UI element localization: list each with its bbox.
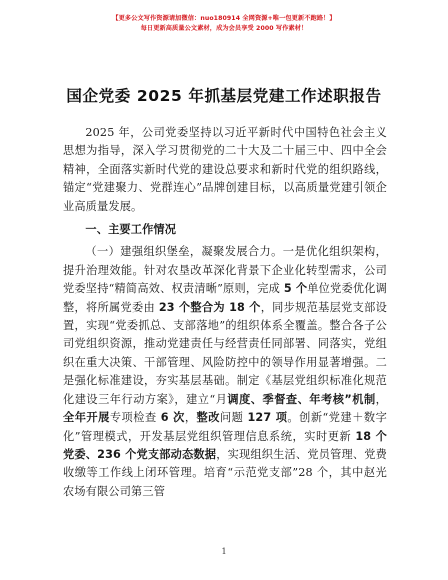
intro-paragraph: 2025 年，公司党委坚持以习近平新时代中国特色社会主义思想为指导，深入学习贯彻党的二十大及二十届三中、四中全会精神，全面落实新时代党的建设总要求和新时代党的组织路线，锚定“党建聚力、党群连心”品牌创建目标，以高质量党建引领企业高质量发展。 [63,126,387,213]
bold-figure: 23 个整合为 18 个 [158,300,261,314]
text-run: 单位党委优化调整，将所属党委由 [63,282,387,314]
bold-figure: 18 个党委、236 个党支部动态数据 [63,429,387,461]
text-run: ， [184,411,197,425]
text-run: 专项检查 [109,411,161,425]
promo-banner-line-2: 每日更新高质量公文素材，成为会员享受 2000 写作素材！ [140,25,308,32]
text-run: ，同步规范基层党支部设置，实现“党委抓总、支部落地”的组织体系全覆盖。整合各子公司党组织资源，推动党建责任与经营责任同部署、同落实，党组织在重大决策、干部管理、风险防控中的领导作用显著增强。二是强化标准建设，夯实基层基础。制定《基层党组织标准化规范化建设三年行动方案》，建立“月 [63,300,387,406]
promo-banner-line-1: 【更多公文写作资源请加微信：nuo180914 全网资源+唯一包更新不跑路！】 [112,15,336,22]
text-run: 问题 [219,411,248,425]
promo-banner [0,14,448,34]
text-run: 。创新“党建＋数字化”管理模式，开发基层党组织管理信息系统，实时更新 [63,411,387,443]
paragraph-organization [63,243,387,501]
document-body [63,124,387,501]
bold-figure: 127 项 [247,411,288,425]
document-title: 国企党委 2025 年抓基层党建工作述职报告 [66,87,382,105]
section-heading-1: 一、主要工作情况 [85,223,177,237]
bold-phrase: 调度、季督查、年考核”机制 [227,392,376,406]
bold-phrase: 全年开展 [63,411,110,425]
text-run: ， [375,392,387,406]
bold-figure: 5 个 [283,282,308,296]
text-run: ，实现组织生活、党员管理、党费收缴等工作线上闭环管理。培育“示范党支部”28 个，其中赵光农场有限公司第三管 [63,447,387,498]
bold-phrase: 整改 [196,411,220,425]
bold-figure: 6 次 [160,411,185,425]
page-number: 1 [221,547,227,556]
text-run: （一）建强组织堡垒，凝聚发展合力。一是优化组织架构，提升治理效能。针对农垦改革深化背景下企业化转型需求，公司党委坚持“精简高效、权责清晰”原则，完成 [63,245,387,296]
